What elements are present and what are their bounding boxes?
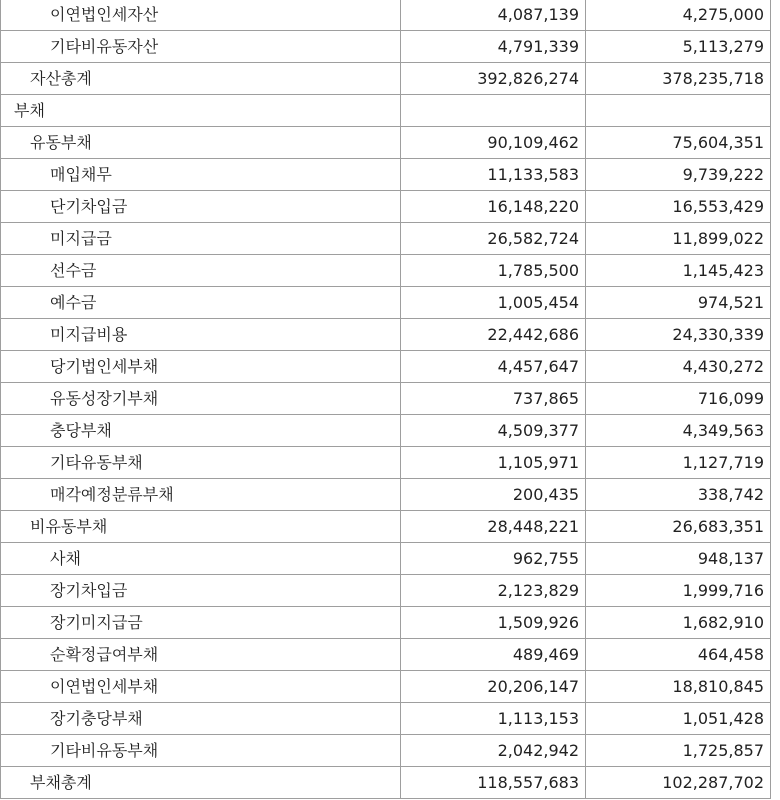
- prior-period-value-cell: 16,553,429: [586, 191, 771, 223]
- current-period-value-cell: 4,457,647: [401, 351, 586, 383]
- table-row: [1, 63, 771, 95]
- table-row: [1, 575, 771, 607]
- account-name-cell: 이연법인세부채: [1, 671, 401, 703]
- table-row: [1, 0, 771, 31]
- table-row: [1, 703, 771, 735]
- current-period-value-cell: 2,123,829: [401, 575, 586, 607]
- account-name-cell: 단기차입금: [1, 191, 401, 223]
- prior-period-value-cell: 75,604,351: [586, 127, 771, 159]
- prior-period-value-cell: 1,145,423: [586, 255, 771, 287]
- current-period-value-cell: 1,005,454: [401, 287, 586, 319]
- table-row: [1, 671, 771, 703]
- table-row: [1, 159, 771, 191]
- current-period-value-cell: 1,105,971: [401, 447, 586, 479]
- account-name-cell: 매입채무: [1, 159, 401, 191]
- account-name-cell: 비유동부채: [1, 511, 401, 543]
- account-name-cell: 장기충당부채: [1, 703, 401, 735]
- prior-period-value-cell: 464,458: [586, 639, 771, 671]
- current-period-value-cell: 737,865: [401, 383, 586, 415]
- current-period-value-cell: 28,448,221: [401, 511, 586, 543]
- account-name-cell: 기타비유동자산: [1, 31, 401, 63]
- table-row: [1, 255, 771, 287]
- table-row: [1, 415, 771, 447]
- account-name-cell: 매각예정분류부채: [1, 479, 401, 511]
- table-row: [1, 383, 771, 415]
- current-period-value-cell: 22,442,686: [401, 319, 586, 351]
- current-period-value-cell: 16,148,220: [401, 191, 586, 223]
- prior-period-value-cell: 1,051,428: [586, 703, 771, 735]
- account-name-cell: 당기법인세부채: [1, 351, 401, 383]
- table-row: [1, 223, 771, 255]
- current-period-value-cell: 4,087,139: [401, 0, 586, 31]
- current-period-value-cell: 118,557,683: [401, 767, 586, 799]
- table-row: [1, 287, 771, 319]
- current-period-value-cell: 962,755: [401, 543, 586, 575]
- current-period-value-cell: 489,469: [401, 639, 586, 671]
- table-row: [1, 351, 771, 383]
- prior-period-value-cell: 26,683,351: [586, 511, 771, 543]
- prior-period-value-cell: 338,742: [586, 479, 771, 511]
- prior-period-value-cell: 1,725,857: [586, 735, 771, 767]
- account-name-cell: 부채: [1, 95, 401, 127]
- prior-period-value-cell: 716,099: [586, 383, 771, 415]
- table-row: [1, 639, 771, 671]
- table-row: [1, 767, 771, 799]
- prior-period-value-cell: 4,430,272: [586, 351, 771, 383]
- account-name-cell: 사채: [1, 543, 401, 575]
- table-row: [1, 479, 771, 511]
- table-row: [1, 191, 771, 223]
- table-row: [1, 319, 771, 351]
- prior-period-value-cell: 5,113,279: [586, 31, 771, 63]
- prior-period-value-cell: 11,899,022: [586, 223, 771, 255]
- current-period-value-cell: 392,826,274: [401, 63, 586, 95]
- current-period-value-cell: 2,042,942: [401, 735, 586, 767]
- prior-period-value-cell: [586, 95, 771, 127]
- account-name-cell: 부채총계: [1, 767, 401, 799]
- table-row: [1, 543, 771, 575]
- account-name-cell: 장기미지급금: [1, 607, 401, 639]
- account-name-cell: 선수금: [1, 255, 401, 287]
- current-period-value-cell: 90,109,462: [401, 127, 586, 159]
- account-name-cell: 순확정급여부채: [1, 639, 401, 671]
- account-name-cell: 유동성장기부채: [1, 383, 401, 415]
- prior-period-value-cell: 1,682,910: [586, 607, 771, 639]
- account-name-cell: 미지급금: [1, 223, 401, 255]
- prior-period-value-cell: 9,739,222: [586, 159, 771, 191]
- table-row: [1, 607, 771, 639]
- account-name-cell: 기타유동부채: [1, 447, 401, 479]
- table-row: [1, 735, 771, 767]
- current-period-value-cell: 1,785,500: [401, 255, 586, 287]
- account-name-cell: 기타비유동부채: [1, 735, 401, 767]
- table-row: [1, 127, 771, 159]
- account-name-cell: 이연법인세자산: [1, 0, 401, 31]
- prior-period-value-cell: 1,127,719: [586, 447, 771, 479]
- table-row: [1, 447, 771, 479]
- table-row: [1, 31, 771, 63]
- current-period-value-cell: 4,509,377: [401, 415, 586, 447]
- table-row: [1, 511, 771, 543]
- account-name-cell: 예수금: [1, 287, 401, 319]
- prior-period-value-cell: 378,235,718: [586, 63, 771, 95]
- prior-period-value-cell: 18,810,845: [586, 671, 771, 703]
- prior-period-value-cell: 974,521: [586, 287, 771, 319]
- account-name-cell: 유동부채: [1, 127, 401, 159]
- prior-period-value-cell: 1,999,716: [586, 575, 771, 607]
- current-period-value-cell: 1,113,153: [401, 703, 586, 735]
- current-period-value-cell: [401, 95, 586, 127]
- account-name-cell: 충당부채: [1, 415, 401, 447]
- current-period-value-cell: 26,582,724: [401, 223, 586, 255]
- current-period-value-cell: 11,133,583: [401, 159, 586, 191]
- current-period-value-cell: 200,435: [401, 479, 586, 511]
- current-period-value-cell: 4,791,339: [401, 31, 586, 63]
- current-period-value-cell: 20,206,147: [401, 671, 586, 703]
- prior-period-value-cell: 4,275,000: [586, 0, 771, 31]
- prior-period-value-cell: 948,137: [586, 543, 771, 575]
- prior-period-value-cell: 24,330,339: [586, 319, 771, 351]
- balance-sheet-body: [1, 0, 771, 799]
- prior-period-value-cell: 102,287,702: [586, 767, 771, 799]
- table-row: [1, 95, 771, 127]
- prior-period-value-cell: 4,349,563: [586, 415, 771, 447]
- account-name-cell: 미지급비용: [1, 319, 401, 351]
- account-name-cell: 자산총계: [1, 63, 401, 95]
- current-period-value-cell: 1,509,926: [401, 607, 586, 639]
- account-name-cell: 장기차입금: [1, 575, 401, 607]
